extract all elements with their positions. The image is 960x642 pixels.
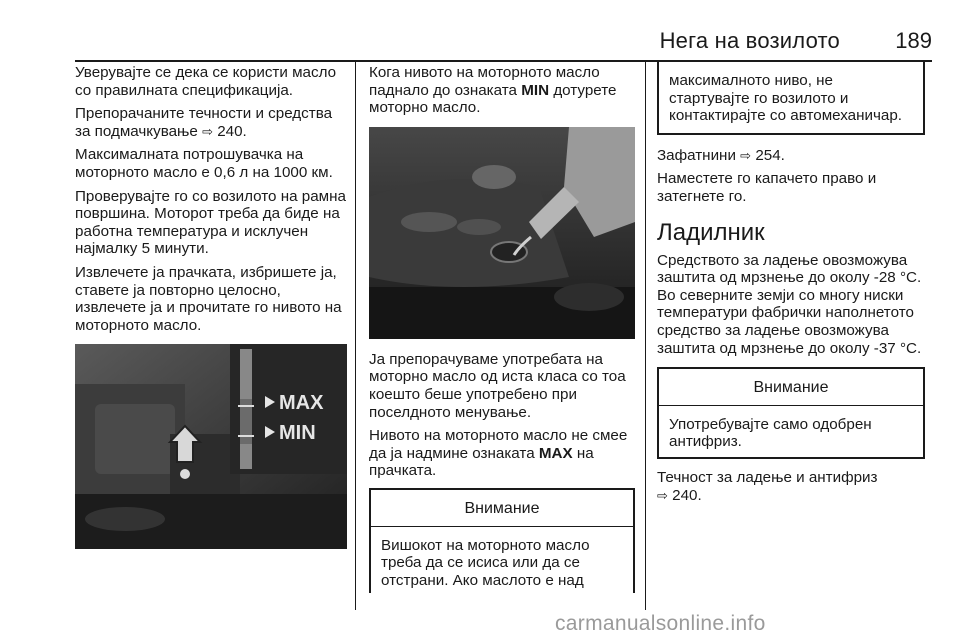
min-label: MIN [279,422,316,445]
warning-title: Внимание [371,490,633,527]
paragraph-oil-class: Ја препорачуваме употребата на моторно масло од иста класа со тоа коешто беше употребено при поселдното менување. [369,350,626,421]
paragraph-capacities: Зафатнини ⇨ 254. [657,146,785,164]
warning-body-continued: максималното ниво, не стартувајте го возилото и контактирајте со автомеханичар. [669,72,903,125]
refill-illustration [369,127,635,339]
min-mark: MIN [521,81,550,99]
warning-box-continued [657,62,925,135]
max-mark: MAX [538,444,573,462]
dipstick-handle [180,469,190,479]
max-label: MAX [279,392,324,415]
column-2 [369,64,635,593]
dipstick-illustration [75,344,347,549]
page-reference-link[interactable]: 254. [755,146,785,164]
paragraph-dipstick: Извлечете ја прачката, избришете ја, ставете ја повторно целосно, извлечете ја и прочитате го нивото на моторното масло. [75,263,342,334]
page-reference-link[interactable]: 240. [217,122,247,140]
column-3 [657,62,925,510]
dipstick-photo [75,344,347,549]
column-1 [75,64,347,549]
column-divider-1 [355,62,356,610]
paragraph-min-level: Кога нивото на моторното масло паднало до ознаката MIN дотурете моторно масло. [369,64,617,117]
paragraph-coolant-ref: Течност за ладење и антифриз ⇨ 240. [657,468,878,504]
paragraph-consumption: Максималната потрошувачка на моторното масло е 0,6 л на 1000 км. [75,146,333,181]
reference-arrow-icon: ⇨ [202,123,213,139]
warning-body: Вишокот на моторното масло треба да се исиса или да се отстрани. Ако маслото е над [381,536,590,589]
refill-photo [369,127,635,339]
paragraph-coolant: Средството за ладење овозможува заштита од мрзнење до околу -28 °C. Во северните земји со многу ниски температури фабрички наполнетото средство за ладење овозможува заштита од мрзнење до околу -37 °C. [657,251,922,357]
paragraph-max-level: Нивото на моторното масло не смее да ја надмине ознаката MAX на прачката. [369,427,628,480]
watermark: carmanualsonline.info [555,612,766,635]
caution-title: Внимание [659,369,923,406]
paragraph-check-level: Проверувајте го со возилото на рамна површина. Моторот треба да биде на работна температура и исклучен најмалку 5 минути. [75,187,346,258]
chapter-title: Нега на возилото [659,28,840,53]
warning-box [369,488,635,593]
caution-body: Употребувајте само одобрен антифриз. [669,415,872,451]
reference-arrow-icon: ⇨ [657,487,668,503]
paragraph-fluids: Препорачаните течности и средства за подмачкување ⇨ 240. [75,105,333,140]
page-reference-link[interactable]: 240. [672,486,702,504]
paragraph-oil-spec: Уверувајте се дека се користи масло со правилната спецификација. [75,64,337,99]
oil-cap [472,165,516,189]
column-divider-2 [645,62,646,610]
caution-box [657,367,925,459]
reference-arrow-icon: ⇨ [740,147,752,163]
paragraph-cap: Наместете го капачето право и затегнете го. [657,170,877,205]
section-heading-radiator: Ладилник [657,218,765,246]
page-number: 189 [895,28,932,53]
